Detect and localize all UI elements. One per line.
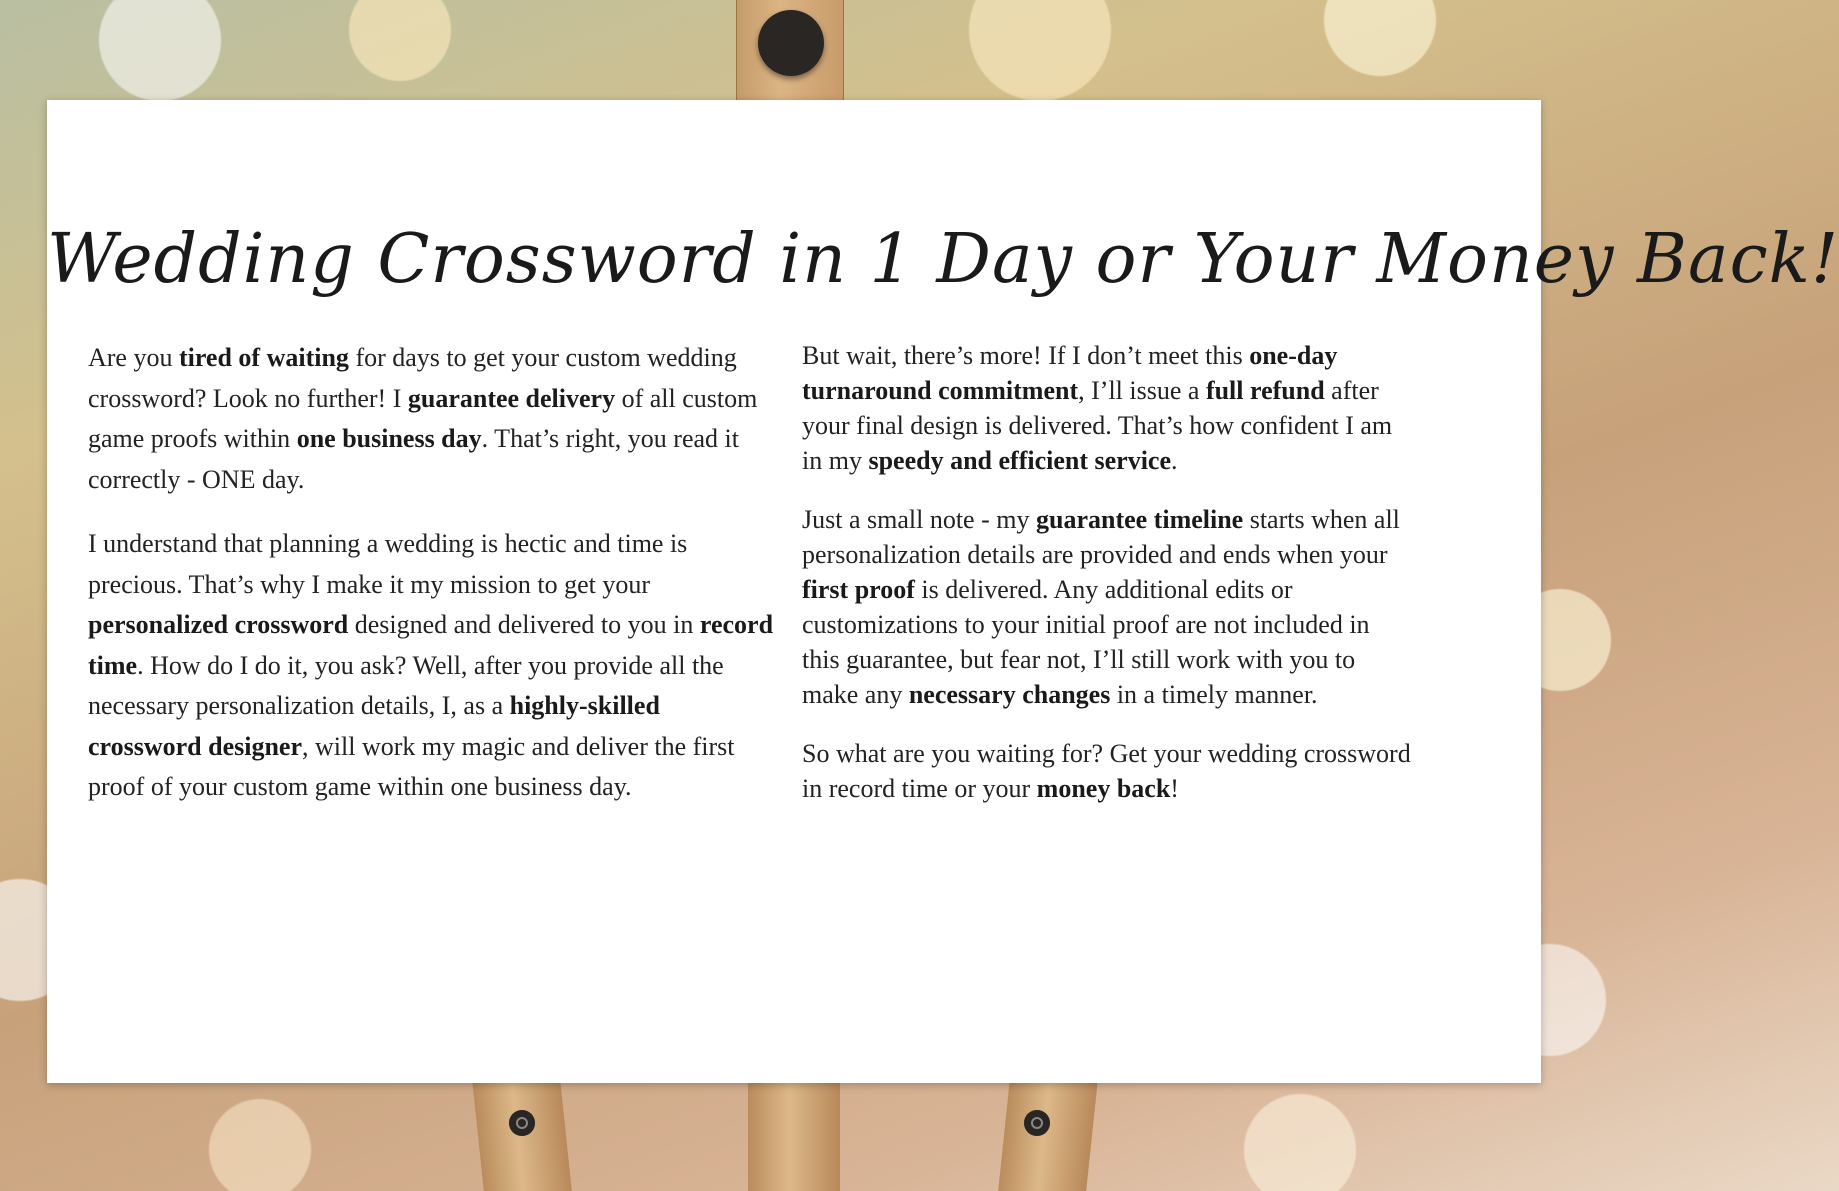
bold-phrase: guarantee delivery: [407, 383, 616, 413]
right-column-paragraph: [802, 502, 1412, 712]
text-run: So what are you waiting for? Get your wedding crossword in record time or your: [802, 739, 1411, 803]
text-run: !: [1170, 774, 1179, 803]
bold-phrase: one-day turnaround commitment: [802, 341, 1338, 405]
bold-phrase: one business day: [296, 424, 482, 453]
text-run: is delivered. Any additional edits or customizations to your initial proof are not included in this guarantee, but fear not, I’ll still work with you to make any: [802, 575, 1370, 709]
text-run: after your final design is delivered. That’s how confident I am in my: [802, 376, 1393, 475]
text-run: . How do I do it, you ask? Well, after you provide all the necessary personalization details, I, as a: [88, 650, 724, 720]
text-run: But wait, there’s more! If I don’t meet this: [802, 341, 1250, 370]
text-run: Are you: [88, 343, 179, 372]
text-run: .: [1171, 446, 1178, 475]
text-run: Just a small note - my: [802, 505, 1036, 534]
left-column: [88, 338, 778, 832]
text-run: designed and delivered to you in: [348, 610, 700, 639]
right-column: [802, 338, 1412, 830]
text-run: . That’s right, you read it correctly - ONE day.: [88, 424, 739, 494]
bold-phrase: guarantee timeline: [1035, 505, 1244, 534]
easel-knob: [758, 10, 824, 76]
bold-phrase: full refund: [1205, 376, 1325, 405]
text-run: for days to get your custom wedding crossword? Look no further! I: [88, 343, 737, 413]
easel-leg-right: [998, 1080, 1098, 1191]
right-column-paragraph: [802, 736, 1412, 806]
left-column-paragraph: [88, 338, 778, 500]
bold-phrase: tired of waiting: [178, 343, 349, 372]
left-column-paragraph: [88, 524, 778, 808]
text-run: , will work my magic and deliver the first proof of your custom game within one business day.: [88, 731, 735, 801]
bold-phrase: highly-skilled crossword designer: [88, 691, 660, 761]
page-title: Wedding Crossword in 1 Day or Your Money Back!: [47, 220, 1839, 299]
bold-phrase: necessary changes: [908, 680, 1111, 709]
bold-phrase: record time: [88, 610, 774, 680]
bold-phrase: first proof: [802, 575, 915, 604]
easel-bolt-left: [509, 1110, 535, 1136]
text-run: in a timely manner.: [1110, 680, 1318, 709]
bold-phrase: money back: [1036, 774, 1171, 803]
easel-bolt-right: [1024, 1110, 1050, 1136]
text-run: I understand that planning a wedding is hectic and time is precious. That’s why I make it my mission to get your: [88, 529, 688, 599]
bold-phrase: personalized crossword: [88, 610, 349, 639]
text-run: of all custom game proofs within: [88, 383, 758, 453]
right-column-paragraph: [802, 338, 1412, 478]
easel-leg-middle: [748, 1080, 840, 1191]
sign-board: [47, 100, 1839, 1083]
text-run: starts when all personalization details are provided and ends when your: [802, 505, 1400, 569]
bold-phrase: speedy and efficient service: [868, 446, 1171, 475]
text-run: , I’ll issue a: [1078, 376, 1206, 405]
